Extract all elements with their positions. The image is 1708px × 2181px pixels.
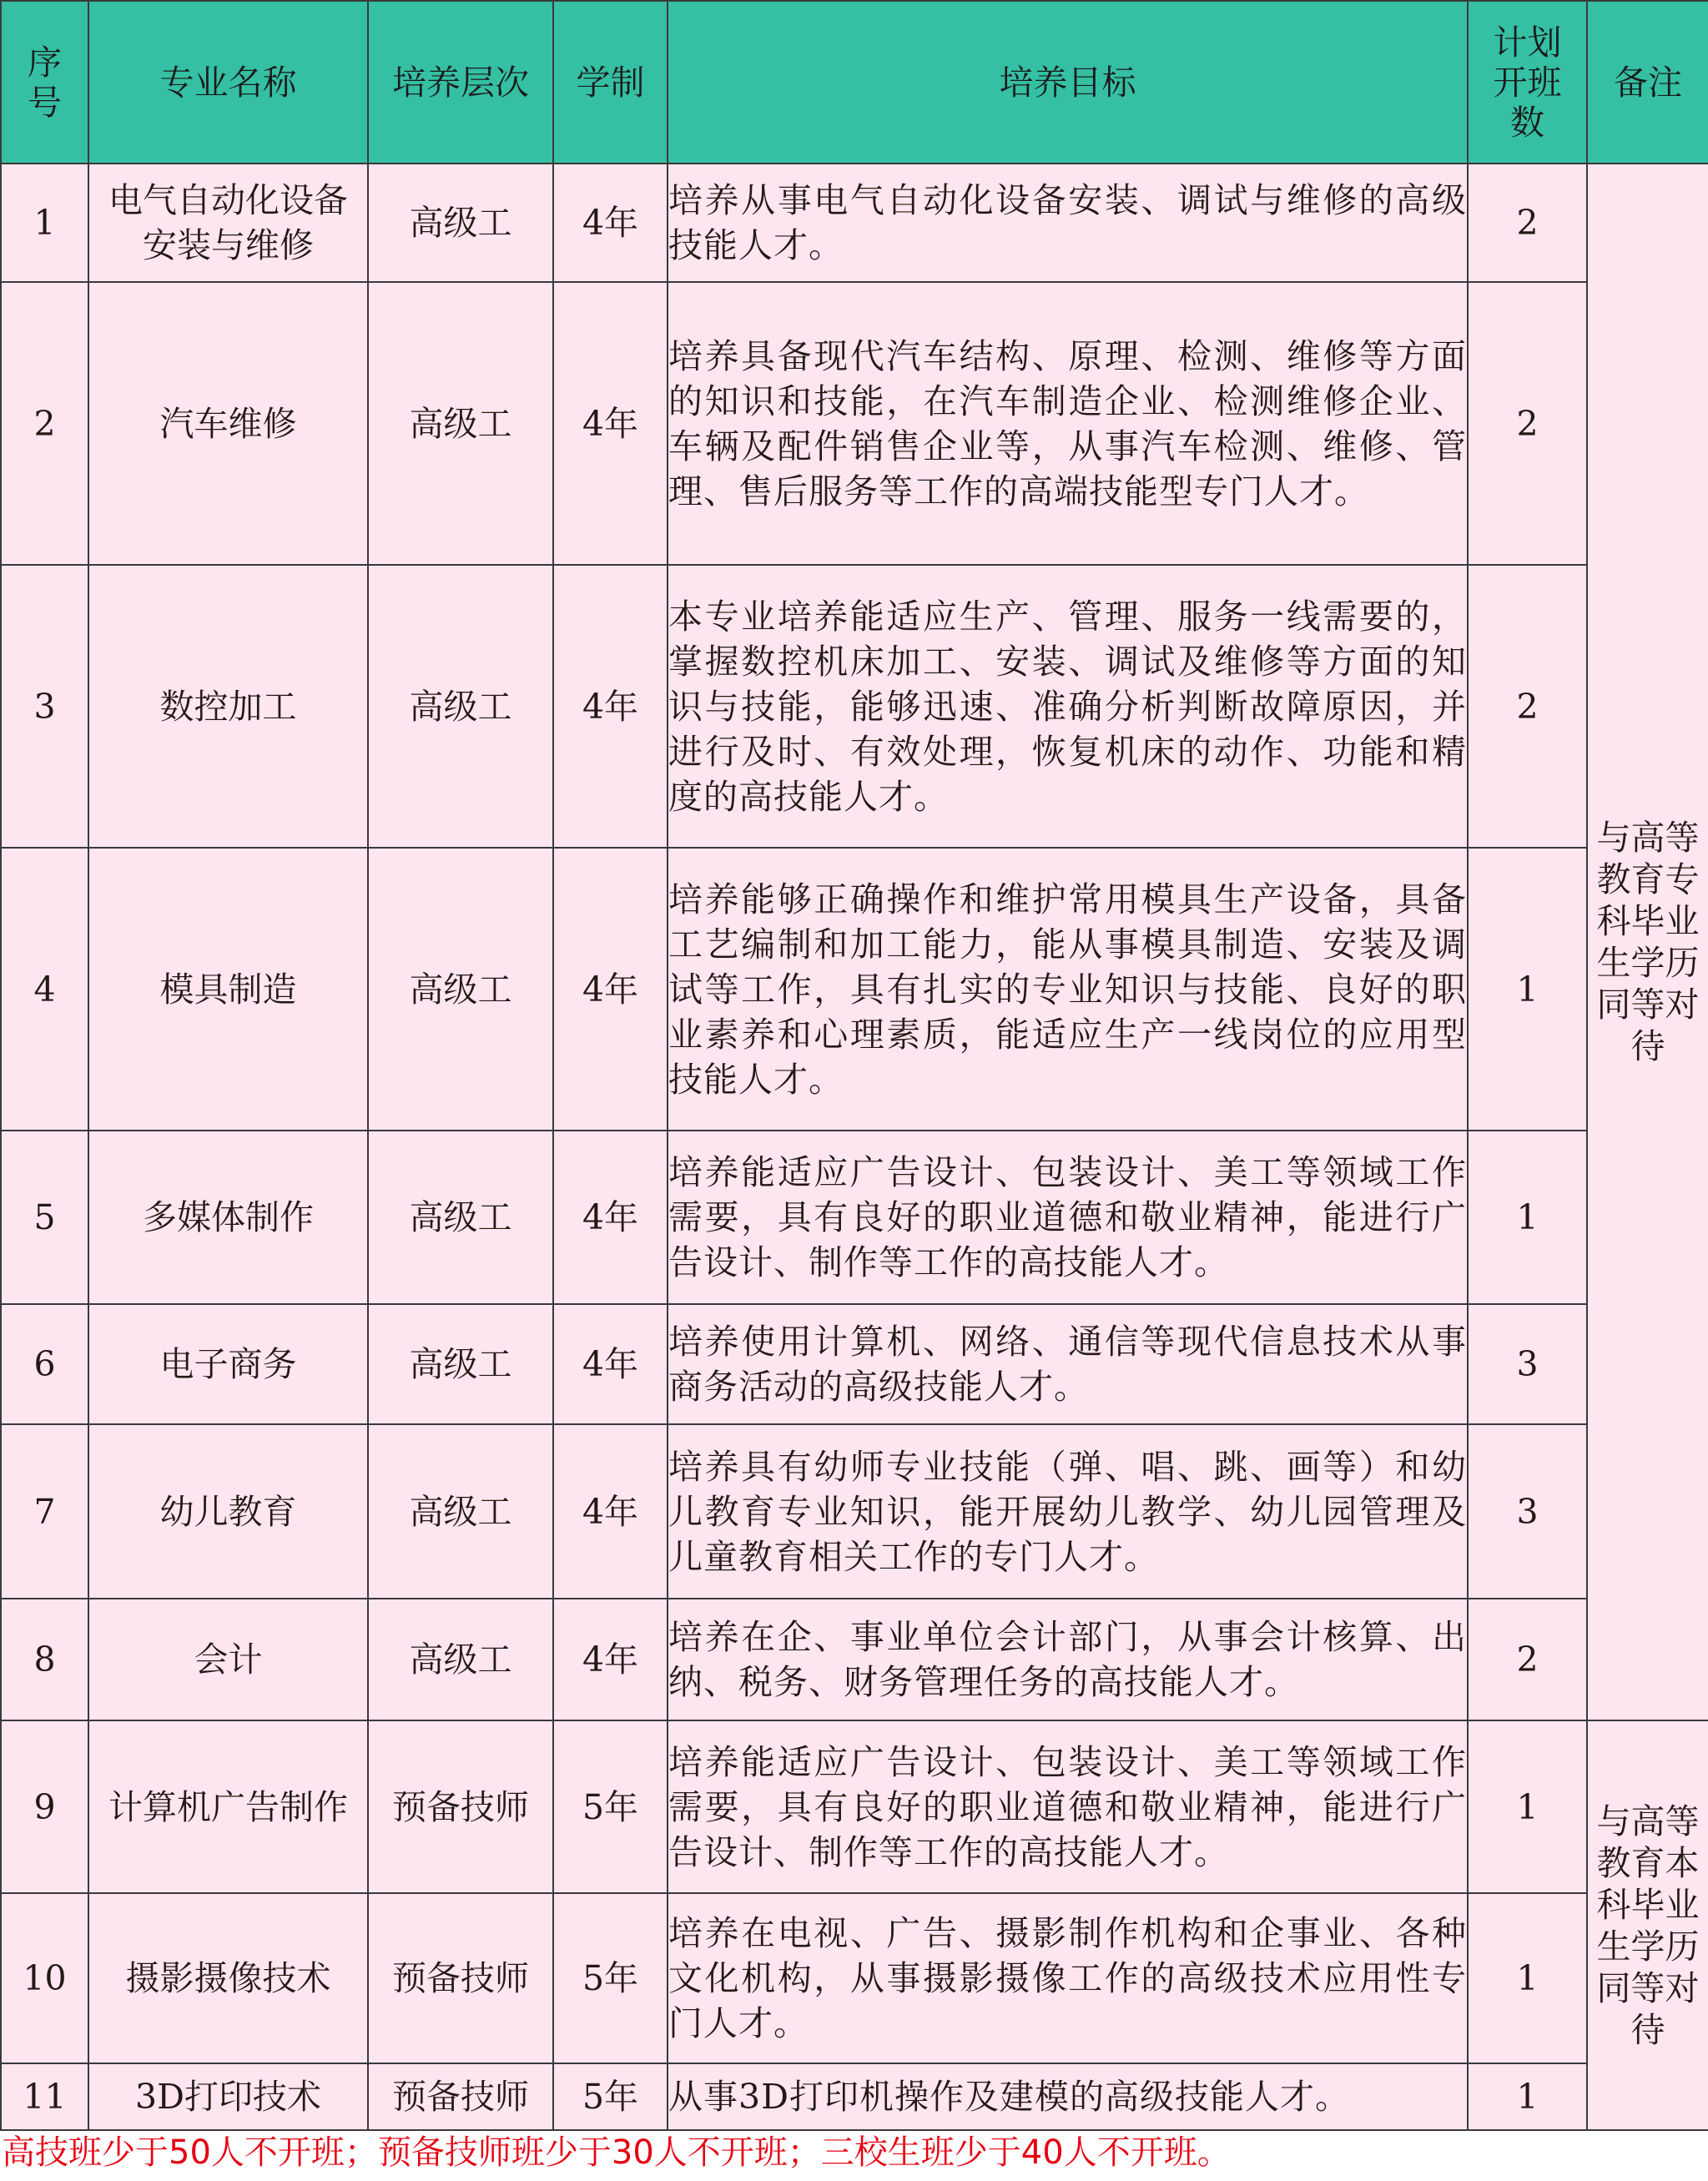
row-seq: 2 [1, 282, 88, 565]
row-classes: 2 [1468, 1599, 1587, 1720]
note-group-1 [1587, 164, 1708, 1720]
row-level: 高级工 [368, 282, 553, 565]
table-row [1, 164, 1708, 282]
row-duration: 4年 [553, 1131, 668, 1304]
row-goal: 培养具备现代汽车结构、原理、检测、维修等方面的知识和技能，在汽车制造企业、检测维修企业、车辆及配件销售企业等，从事汽车检测、维修、管理、售后服务等工作的高端技能型专门人才。 [668, 282, 1468, 565]
row-classes: 1 [1468, 1131, 1587, 1304]
header-note: 备注 [1587, 1, 1708, 164]
table-row [1, 1424, 1708, 1599]
footer-note: 高技班少于50人不开班；预备技师班少于30人不开班；三校生班少于40人不开班。 [2, 2133, 1231, 2172]
row-classes: 1 [1468, 848, 1587, 1131]
header-name: 专业名称 [88, 1, 368, 164]
header-duration: 学制 [553, 1, 668, 164]
row-seq: 5 [1, 1131, 88, 1304]
row-duration: 4年 [553, 282, 668, 565]
row-goal: 培养在电视、广告、摄影制作机构和企事业、各种文化机构，从事摄影摄像工作的高级技术应用性专门人才。 [668, 1893, 1468, 2063]
row-seq: 10 [1, 1893, 88, 2063]
row-goal: 培养从事电气自动化设备安装、调试与维修的高级技能人才。 [668, 164, 1468, 282]
row-classes: 3 [1468, 1424, 1587, 1599]
table-row [1, 1599, 1708, 1720]
row-classes: 1 [1468, 1893, 1587, 2063]
row-level: 高级工 [368, 1599, 553, 1720]
row-name: 模具制造 [88, 848, 368, 1131]
table-header-row [1, 1, 1708, 164]
header-classes: 计划开班数 [1468, 1, 1587, 164]
row-goal: 本专业培养能适应生产、管理、服务一线需要的，掌握数控机床加工、安装、调试及维修等方面的知识与技能，能够迅速、准确分析判断故障原因，并进行及时、有效处理，恢复机床的动作、功能和精度的高技能人才。 [668, 565, 1468, 848]
row-name: 3D打印技术 [88, 2063, 368, 2130]
row-level: 高级工 [368, 1131, 553, 1304]
row-classes: 2 [1468, 565, 1587, 848]
row-goal: 培养能适应广告设计、包装设计、美工等领域工作需要，具有良好的职业道德和敬业精神，能进行广告设计、制作等工作的高技能人才。 [668, 1720, 1468, 1893]
row-classes: 2 [1468, 282, 1587, 565]
row-seq: 9 [1, 1720, 88, 1893]
table-row [1, 1720, 1708, 1893]
table-row [1, 1304, 1708, 1424]
row-goal: 培养能够正确操作和维护常用模具生产设备，具备工艺编制和加工能力，能从事模具制造、安装及调试等工作，具有扎实的专业知识与技能、良好的职业素养和心理素质，能适应生产一线岗位的应用型技能人才。 [668, 848, 1468, 1131]
note-group-1-text: 与高等教育专科毕业生学历同等对待 [1596, 818, 1700, 1066]
row-classes: 2 [1468, 164, 1587, 282]
row-name: 幼儿教育 [88, 1424, 368, 1599]
table-row [1, 565, 1708, 848]
row-name: 电子商务 [88, 1304, 368, 1424]
row-level: 高级工 [368, 565, 553, 848]
row-name: 会计 [88, 1599, 368, 1720]
row-name: 汽车维修 [88, 282, 368, 565]
row-seq: 6 [1, 1304, 88, 1424]
row-classes: 3 [1468, 1304, 1587, 1424]
header-level: 培养层次 [368, 1, 553, 164]
row-level: 预备技师 [368, 1893, 553, 2063]
row-seq: 3 [1, 565, 88, 848]
row-goal: 培养具有幼师专业技能（弹、唱、跳、画等）和幼儿教育专业知识，能开展幼儿教学、幼儿园管理及儿童教育相关工作的专门人才。 [668, 1424, 1468, 1599]
table-row [1, 1131, 1708, 1304]
table-row [1, 282, 1708, 565]
row-level: 预备技师 [368, 2063, 553, 2130]
row-duration: 4年 [553, 848, 668, 1131]
row-name: 摄影摄像技术 [88, 1893, 368, 2063]
row-duration: 5年 [553, 2063, 668, 2130]
row-duration: 4年 [553, 1599, 668, 1720]
table-row [1, 848, 1708, 1131]
row-goal: 从事3D打印机操作及建模的高级技能人才。 [668, 2063, 1468, 2130]
row-name: 多媒体制作 [88, 1131, 368, 1304]
row-goal: 培养使用计算机、网络、通信等现代信息技术从事商务活动的高级技能人才。 [668, 1304, 1468, 1424]
table-row [1, 2063, 1708, 2130]
row-goal: 培养在企、事业单位会计部门，从事会计核算、出纳、税务、财务管理任务的高技能人才。 [668, 1599, 1468, 1720]
header-goal: 培养目标 [668, 1, 1468, 164]
header-seq: 序号 [1, 1, 88, 164]
row-name: 数控加工 [88, 565, 368, 848]
row-duration: 4年 [553, 1424, 668, 1599]
row-classes: 1 [1468, 2063, 1587, 2130]
row-duration: 4年 [553, 164, 668, 282]
row-classes: 1 [1468, 1720, 1587, 1893]
row-name: 计算机广告制作 [88, 1720, 368, 1893]
row-level: 高级工 [368, 1304, 553, 1424]
row-level: 预备技师 [368, 1720, 553, 1893]
row-duration: 4年 [553, 565, 668, 848]
row-seq: 7 [1, 1424, 88, 1599]
table-row [1, 1893, 1708, 2063]
row-name: 电气自动化设备安装与维修 [88, 164, 368, 282]
row-duration: 5年 [553, 1893, 668, 2063]
row-seq: 4 [1, 848, 88, 1131]
row-duration: 5年 [553, 1720, 668, 1893]
note-group-2-text: 与高等教育本科毕业生学历同等对待 [1596, 1801, 1700, 2050]
row-goal: 培养能适应广告设计、包装设计、美工等领域工作需要，具有良好的职业道德和敬业精神，能进行广告设计、制作等工作的高技能人才。 [668, 1131, 1468, 1304]
row-duration: 4年 [553, 1304, 668, 1424]
row-level: 高级工 [368, 1424, 553, 1599]
row-level: 高级工 [368, 848, 553, 1131]
note-group-2 [1587, 1720, 1708, 2130]
row-seq: 11 [1, 2063, 88, 2130]
row-seq: 8 [1, 1599, 88, 1720]
row-seq: 1 [1, 164, 88, 282]
row-level: 高级工 [368, 164, 553, 282]
